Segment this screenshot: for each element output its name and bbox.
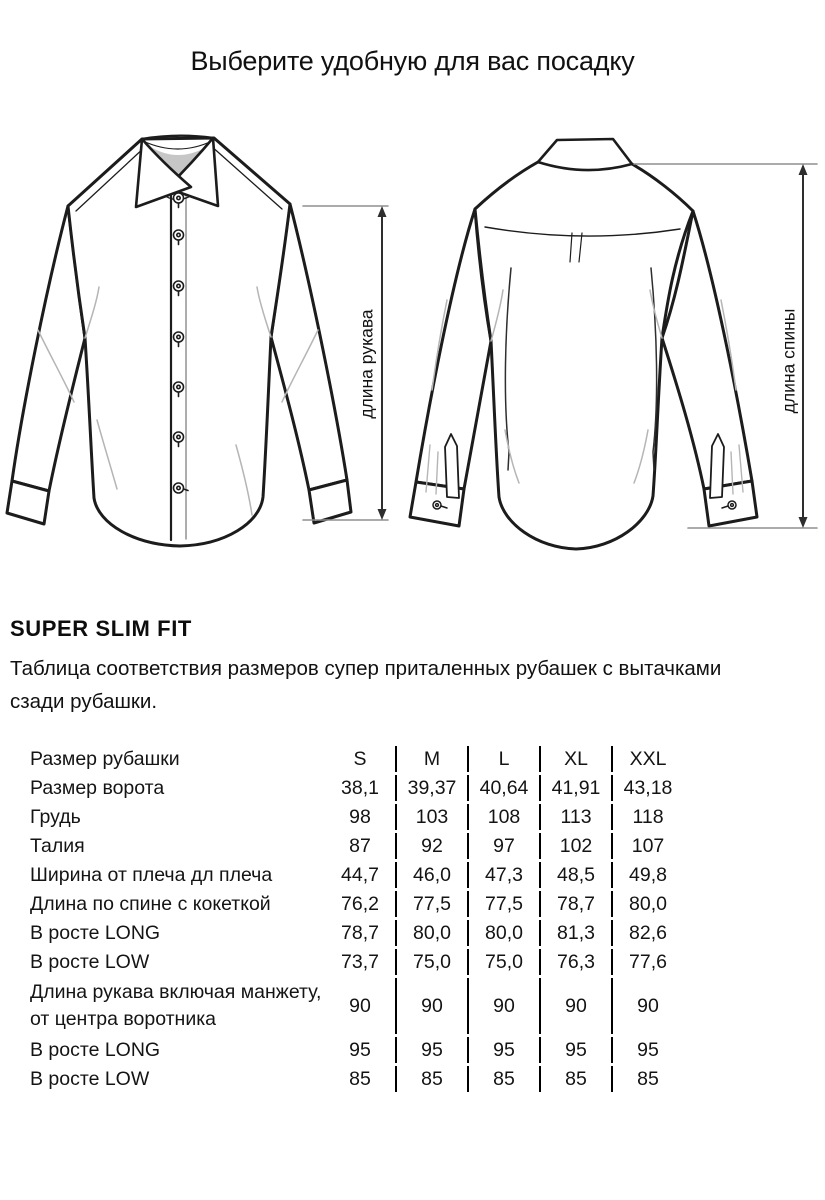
- page-title: Выберите удобную для вас посадку: [190, 46, 635, 76]
- cell: 85: [539, 1066, 611, 1092]
- cell: 85: [349, 1067, 371, 1090]
- cell: 90: [467, 978, 539, 1034]
- size-m-header: M: [395, 746, 467, 772]
- cell: 78,7: [539, 891, 611, 917]
- table-row: [0, 775, 683, 801]
- cell: 77,5: [467, 891, 539, 917]
- cell: 85: [395, 1066, 467, 1092]
- sleeve-length-label: длина рукава: [356, 309, 377, 419]
- table-row: [0, 833, 683, 859]
- cell: 95: [611, 1037, 683, 1063]
- row-label: В росте LOW: [30, 950, 150, 973]
- table-row: [0, 1037, 683, 1063]
- cell: 39,37: [395, 775, 467, 801]
- row-label: Длина по спине с кокеткой: [30, 892, 271, 915]
- row-label: Грудь: [30, 805, 81, 828]
- row-label-line1: Длина рукава включая манжету,: [30, 981, 322, 1003]
- fit-heading: SUPER SLIM FIT: [10, 616, 192, 641]
- cell: 113: [539, 804, 611, 830]
- size-table: [0, 743, 683, 1095]
- cell: 85: [467, 1066, 539, 1092]
- row-label: Талия: [30, 834, 85, 857]
- cell: 82,6: [611, 920, 683, 946]
- table-row: [0, 891, 683, 917]
- row-label: В росте LOW: [30, 1067, 150, 1090]
- cell: 108: [467, 804, 539, 830]
- cell: 95: [467, 1037, 539, 1063]
- row-label: Ширина от плеча дл плеча: [30, 863, 273, 886]
- size-s-header: S: [353, 747, 367, 770]
- cell: 102: [539, 833, 611, 859]
- cell: 81,3: [539, 920, 611, 946]
- table-row: [0, 804, 683, 830]
- row-label: [0, 978, 325, 1034]
- cell: 103: [395, 804, 467, 830]
- cell: 41,91: [539, 775, 611, 801]
- cell: 107: [611, 833, 683, 859]
- cell: 46,0: [395, 862, 467, 888]
- shirt-diagram-svg: [0, 110, 825, 580]
- cell: 95: [539, 1037, 611, 1063]
- cell: 38,1: [341, 776, 379, 799]
- cell: 80,0: [611, 891, 683, 917]
- shirt-front-drawing: [7, 136, 351, 546]
- cell: 97: [467, 833, 539, 859]
- row-label: Размер рубашки: [30, 747, 180, 770]
- cell: 43,18: [611, 775, 683, 801]
- table-row: [0, 920, 683, 946]
- fit-description-line1: Таблица соответствия размеров супер приталенных рубашек с вытачками: [10, 657, 722, 680]
- cell: 95: [349, 1038, 371, 1061]
- cell: 44,7: [341, 863, 379, 886]
- cell: 75,0: [395, 949, 467, 975]
- row-label: Размер ворота: [30, 776, 165, 799]
- size-xl-header: XL: [539, 746, 611, 772]
- row-label: В росте LONG: [30, 1038, 161, 1061]
- cell: 48,5: [539, 862, 611, 888]
- cell: 90: [395, 978, 467, 1034]
- cell: 76,2: [341, 892, 379, 915]
- cell: 75,0: [467, 949, 539, 975]
- table-row: [0, 862, 683, 888]
- cell: 76,3: [539, 949, 611, 975]
- cell: 98: [349, 805, 371, 828]
- fit-description: [10, 652, 721, 718]
- cell: 80,0: [467, 920, 539, 946]
- cell: 85: [611, 1066, 683, 1092]
- cell: 73,7: [341, 950, 379, 973]
- cell: 77,6: [611, 949, 683, 975]
- cell: 95: [395, 1037, 467, 1063]
- cell: 47,3: [467, 862, 539, 888]
- cell: 90: [611, 978, 683, 1034]
- table-header-row: [0, 746, 683, 772]
- row-label: В росте LONG: [30, 921, 161, 944]
- cell: 92: [395, 833, 467, 859]
- back-collar: [538, 139, 632, 170]
- cell: 87: [349, 834, 371, 857]
- cell: 118: [611, 804, 683, 830]
- table-row: [0, 978, 683, 1034]
- cell: 49,8: [611, 862, 683, 888]
- cell: 80,0: [395, 920, 467, 946]
- size-xxl-header: XXL: [611, 746, 683, 772]
- back-length-label: длина спины: [778, 308, 799, 414]
- size-l-header: L: [467, 746, 539, 772]
- row-label-line2: от центра воротника: [30, 1008, 217, 1030]
- table-row: [0, 949, 683, 975]
- cell: 77,5: [395, 891, 467, 917]
- cell: 90: [539, 978, 611, 1034]
- back-body: [475, 162, 693, 549]
- cell: 90: [349, 994, 371, 1017]
- table-row: [0, 1066, 683, 1092]
- cell: 78,7: [341, 921, 379, 944]
- shirt-illustration: [0, 110, 825, 580]
- fit-description-line2: сзади рубашки.: [10, 690, 158, 713]
- cell: 40,64: [467, 775, 539, 801]
- shirt-back-drawing: [410, 139, 757, 549]
